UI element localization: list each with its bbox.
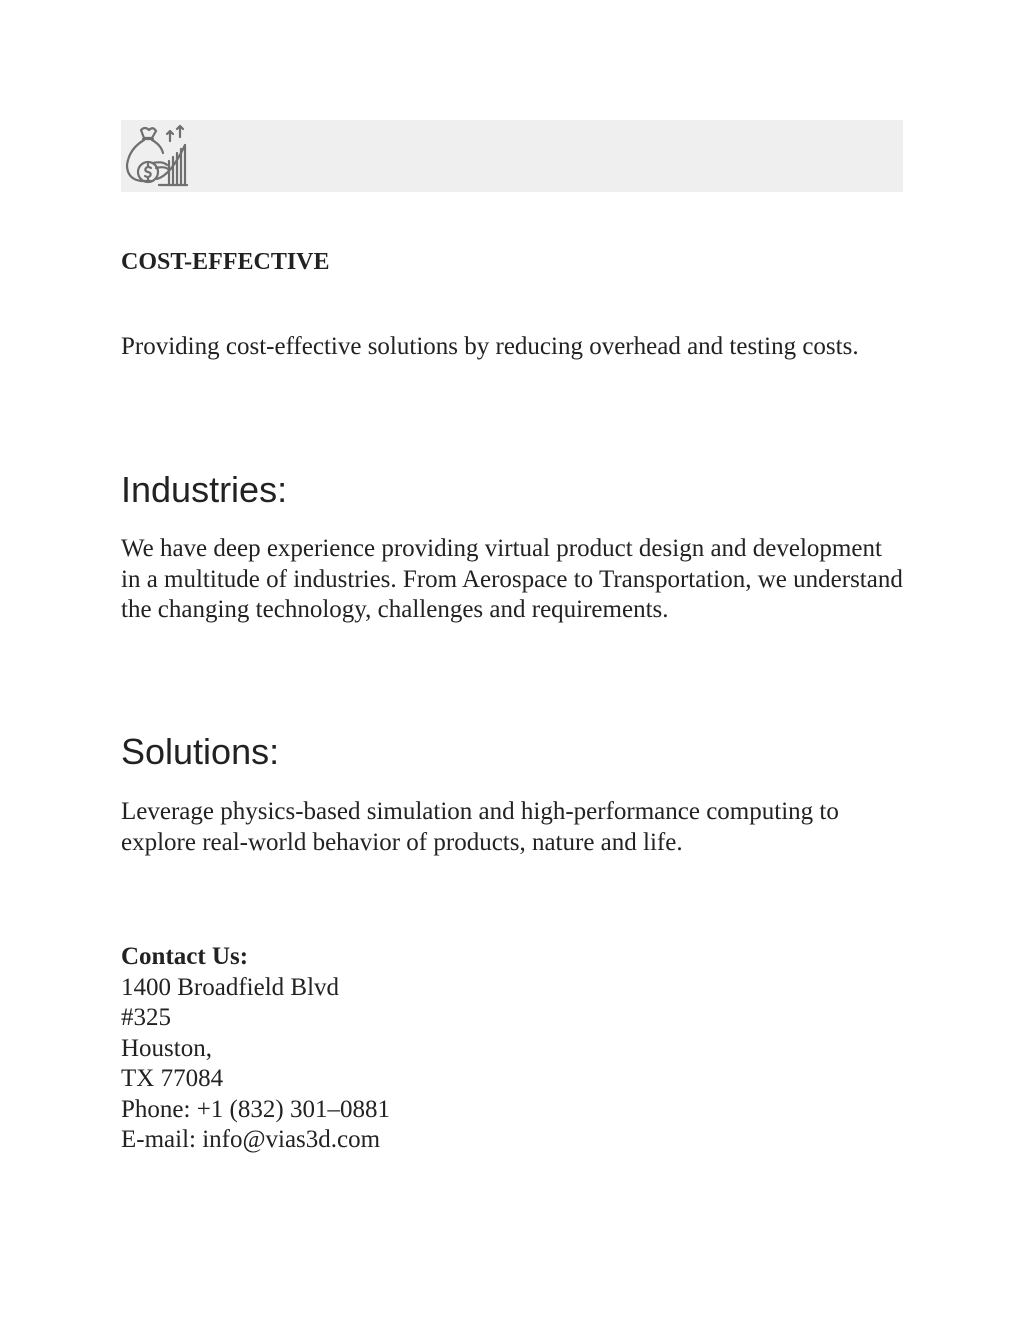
industries-text: We have deep experience providing virtual product design and development in a multitude of industries. From Aerospace to Transportation, we understand the changing technology, challenges and requirements. — [121, 535, 903, 623]
solutions-heading: Solutions: — [121, 731, 280, 772]
cost-effective-text: Providing cost-effective solutions by reducing overhead and testing costs. — [121, 333, 859, 360]
address-city: Houston, — [121, 1034, 212, 1062]
contact-block — [121, 942, 390, 1156]
industries-heading: Industries: — [121, 469, 288, 510]
icon-banner — [121, 120, 903, 192]
contact-phone: Phone: +1 (832) 301–0881 — [121, 1095, 390, 1123]
address-line-2: #325 — [121, 1004, 171, 1031]
address-line-1: 1400 Broadfield Blvd — [121, 973, 340, 1001]
money-bag-growth-icon — [123, 123, 189, 189]
solutions-text: Leverage physics-based simulation and high-performance computing to explore real-world behavior of products, nature and life. — [121, 798, 839, 856]
contact-label: Contact Us: — [121, 943, 249, 970]
contact-email: E-mail: info@vias3d.com — [121, 1126, 381, 1153]
cost-effective-heading: COST-EFFECTIVE — [121, 249, 330, 275]
address-state-zip: TX 77084 — [121, 1065, 224, 1092]
